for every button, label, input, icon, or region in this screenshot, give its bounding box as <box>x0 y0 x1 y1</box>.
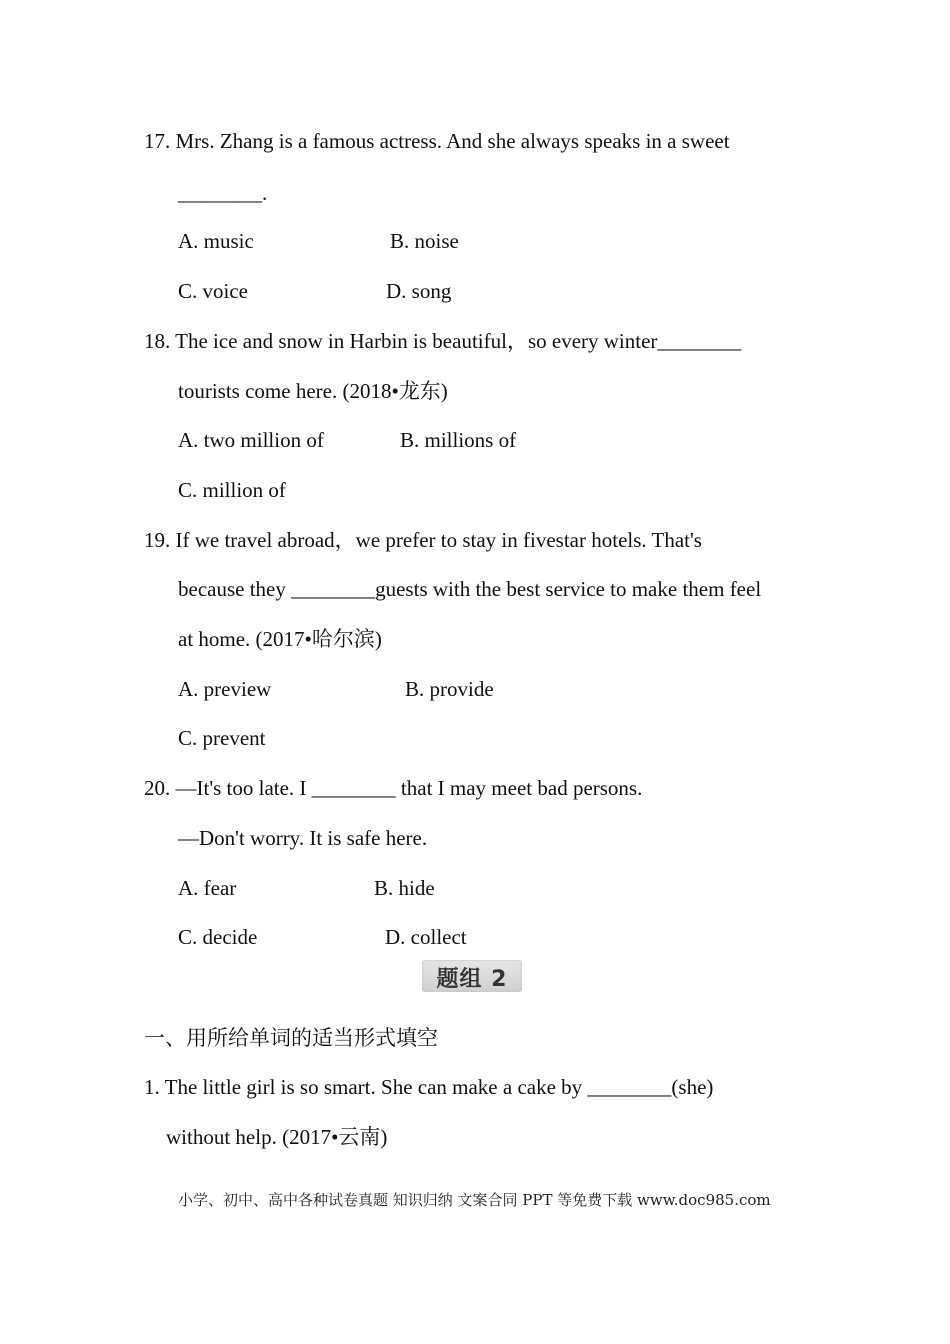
question-19-stem-cont: because they ________guests with the best service to make them feel <box>178 577 762 601</box>
question-18-option-b: B. millions of <box>400 428 517 452</box>
question-20-option-a: A. fear <box>178 876 237 900</box>
page-footer: 小学、初中、高中各种试卷真题 知识归纳 文案合同 PPT 等免费下载 www.doc985.com <box>178 1191 771 1209</box>
question-20-option-c: C. decide <box>178 925 258 949</box>
question-19-option-b: B. provide <box>405 677 494 701</box>
group-badge <box>422 960 522 992</box>
question-18-stem: 18. The ice and snow in Harbin is beautiful，so every winter________ <box>144 329 742 353</box>
question-19-stem-cont2: at home. (2017•哈尔滨) <box>178 627 382 651</box>
question-20-reply: —Don't worry. It is safe here. <box>178 826 428 850</box>
question-20-option-d: D. collect <box>385 925 467 949</box>
question-17-option-b: B. noise <box>390 229 459 253</box>
section-title: 一、用所给单词的适当形式填空 <box>144 1026 438 1050</box>
question-20-option-b: B. hide <box>374 876 435 900</box>
question-19-option-a: A. preview <box>178 677 272 701</box>
question-17-option-d: D. song <box>386 279 452 303</box>
question-18-option-c: C. million of <box>178 478 286 502</box>
question-17-option-a: A. music <box>178 229 254 253</box>
question-17-stem: 17. Mrs. Zhang is a famous actress. And she always speaks in a sweet <box>144 129 730 153</box>
question-19-stem: 19. If we travel abroad，we prefer to stay in fivestar hotels. That's <box>144 528 702 552</box>
fill-question-1-stem: 1. The little girl is so smart. She can make a cake by ________(she) <box>144 1075 714 1099</box>
group-badge-label: 题组 2 <box>436 967 508 992</box>
question-18-stem-cont: tourists come here. (2018•龙东) <box>178 379 448 403</box>
question-20-stem: 20. —It's too late. I ________ that I may meet bad persons. <box>144 776 643 800</box>
question-19-option-c: C. prevent <box>178 726 266 750</box>
question-17-blank: ________. <box>178 181 268 205</box>
question-17-option-c: C. voice <box>178 279 248 303</box>
fill-question-1-stem-cont: without help. (2017•云南) <box>166 1125 388 1149</box>
question-18-option-a: A. two million of <box>178 428 324 452</box>
